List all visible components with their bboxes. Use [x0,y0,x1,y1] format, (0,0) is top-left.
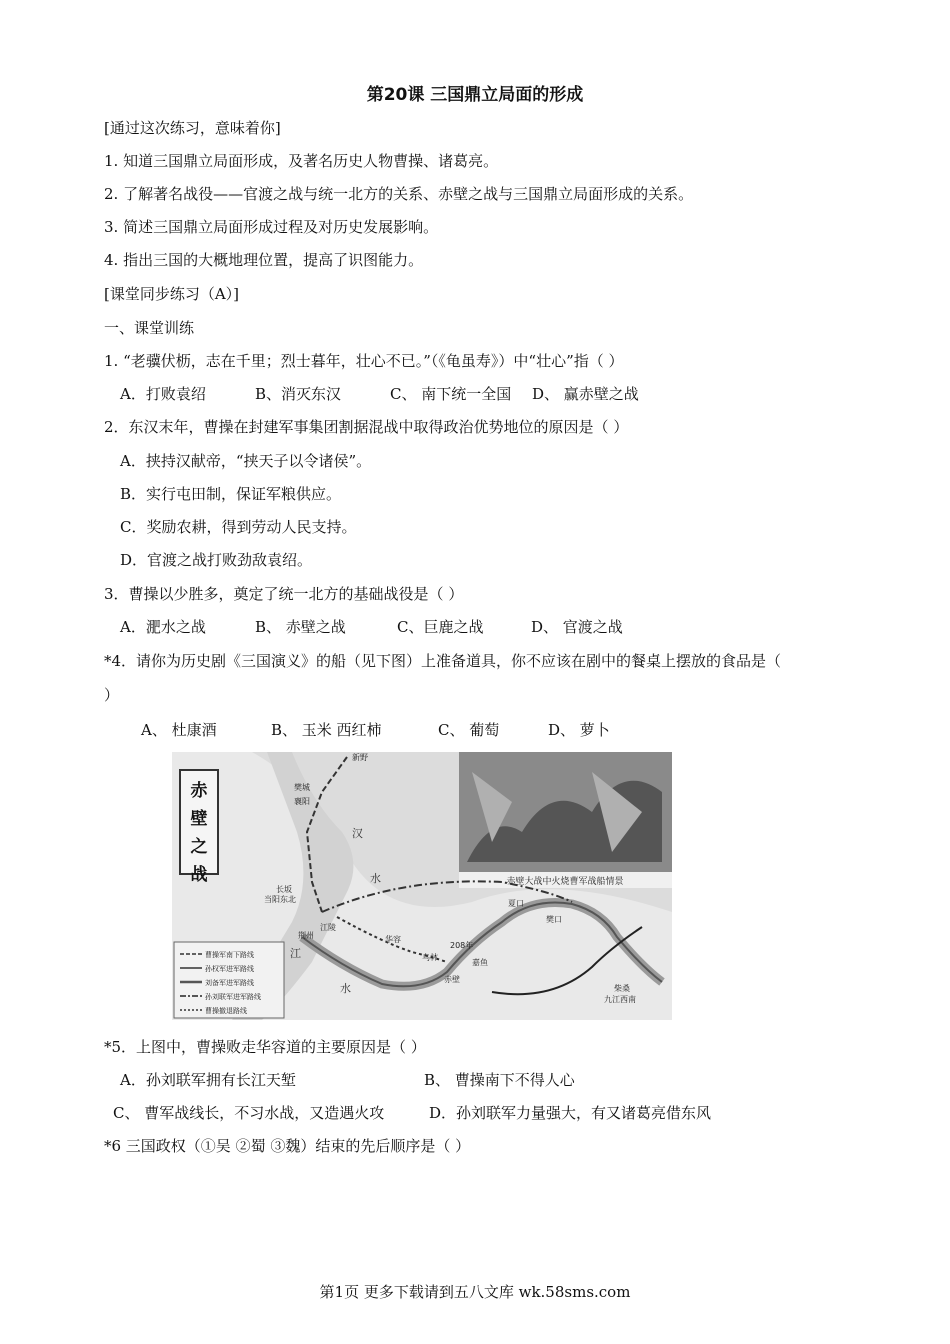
river-label: 江 [290,947,301,960]
question-2-option-a: A．挟持汉献帝，“挟天子以令诸侯”。 [120,452,372,470]
question-6-stem: *6 三国政权（①吴 ②蜀 ③魏）结束的先后顺序是（ ） [104,1137,471,1155]
place-label: 江陵 [320,923,336,932]
question-2-option-b: B．实行屯田制，保证军粮供应。 [120,485,342,503]
place-label: 嘉鱼 [472,958,488,967]
option-c: C、 南下统一全国 [390,385,512,403]
year-label: 208年 [450,941,474,950]
option-d: D、 官渡之战 [531,618,623,636]
option-d: D、 萝卜 [548,721,610,739]
goal-item: 2. 了解著名战役——官渡之战与统一北方的关系、赤壁之战与三国鼎立局面形成的关系。 [104,185,694,203]
section-header: 一、课堂训练 [104,319,195,337]
place-label: 新野 [352,753,368,762]
legend-item: 刘备军进军路线 [205,979,254,987]
legend-item: 曹操军南下路线 [205,951,254,959]
option-b: B、 曹操南下不得人心 [424,1071,575,1089]
option-c: C、 葡萄 [438,721,500,739]
goal-item: 1. 知道三国鼎立局面形成，及著名历史人物曹操、诸葛亮。 [104,152,499,170]
option-d: D、 赢赤壁之战 [532,385,639,403]
option-b: B、消灭东汉 [255,385,342,403]
option-d: D．孙刘联军力量强大，有又诸葛亮借东风 [429,1104,712,1122]
question-4-stem: *4．请你为历史剧《三国演义》的船（见下图）上准备道具，你不应该在剧中的餐桌上摆放的食品是（ [104,652,782,670]
question-2-option-c: C．奖励农耕，得到劳动人民支持。 [120,518,357,536]
option-c: C、巨鹿之战 [397,618,484,636]
question-2-option-d: D．官渡之战打败劲敌袁绍。 [120,551,313,569]
place-label: 樊城 [294,783,310,792]
option-a: A、 杜康酒 [141,721,217,739]
legend-item: 曹操撤退路线 [205,1007,247,1015]
question-1-options [120,384,639,404]
place-label: 荆州 [298,931,314,940]
river-label: 水 [370,872,381,885]
place-label: 夏口 [508,899,524,908]
question-3-options [120,617,623,637]
river-label: 水 [340,982,351,995]
place-label: 樊口 [546,915,562,924]
place-label: 华容 [385,935,401,944]
place-label: 乌林 [422,953,438,962]
place-label: 柴桑 [614,984,630,993]
question-2-stem: 2．东汉末年，曹操在封建军事集团割据混战中取得政治优势地位的原因是（ ） [104,418,629,436]
place-label: 九江西南 [604,995,636,1004]
option-c: C、 曹军战线长，不习水战，又造遇火攻 [113,1104,385,1122]
chibi-battle-map [172,752,672,1020]
place-label: 当阳东北 [264,895,296,904]
page-title: 第20课 三国鼎立局面的形成 [366,85,584,105]
option-b: B、 玉米 西红柿 [271,721,382,739]
question-5-stem: *5．上图中，曹操败走华容道的主要原因是（ ） [104,1038,426,1056]
place-label: 襄阳 [294,797,310,806]
question-4-stem-cont: ） [104,686,120,704]
question-5-options-row-1 [120,1070,575,1090]
legend-item: 孙刘联军进军路线 [205,993,261,1001]
map-inset-caption: 赤壁大战中火烧曹军战船情景 [506,877,624,887]
place-label: 赤壁 [444,975,460,984]
practice-header: [课堂同步练习（A）] [104,285,240,303]
map-banner-char-1: 赤 [190,781,208,801]
question-3-stem: 3．曹操以少胜多，奠定了统一北方的基础战役是（ ） [104,585,464,603]
option-a: A．淝水之战 [120,618,206,636]
question-1-stem: 1. “老骥伏枥，志在千里；烈士暮年，壮心不已。”（《龟虽寿》）中“壮心”指（ ） [104,352,624,370]
map-banner-char-2: 壁 [190,809,208,829]
map-banner-char-3: 之 [190,837,208,857]
question-4-options [141,720,610,740]
goal-item: 3. 简述三国鼎立局面形成过程及对历史发展影响。 [104,218,439,236]
river-label: 汉 [352,827,363,840]
page-footer: 第1页 更多下载请到五八文库 wk.58sms.com [319,1283,631,1301]
option-a: A．孙刘联军拥有长江天堑 [120,1071,296,1089]
goals-header: [通过这次练习，意味着你] [104,119,281,137]
legend-item: 孙权军进军路线 [205,965,254,973]
question-5-options-row-2 [113,1103,711,1123]
option-a: A．打败袁绍 [120,385,206,403]
option-b: B、 赤壁之战 [255,618,346,636]
place-label: 长坂 [276,885,292,894]
map-banner-char-4: 战 [190,865,208,885]
goal-item: 4. 指出三国的大概地理位置，提高了识图能力。 [104,251,424,269]
